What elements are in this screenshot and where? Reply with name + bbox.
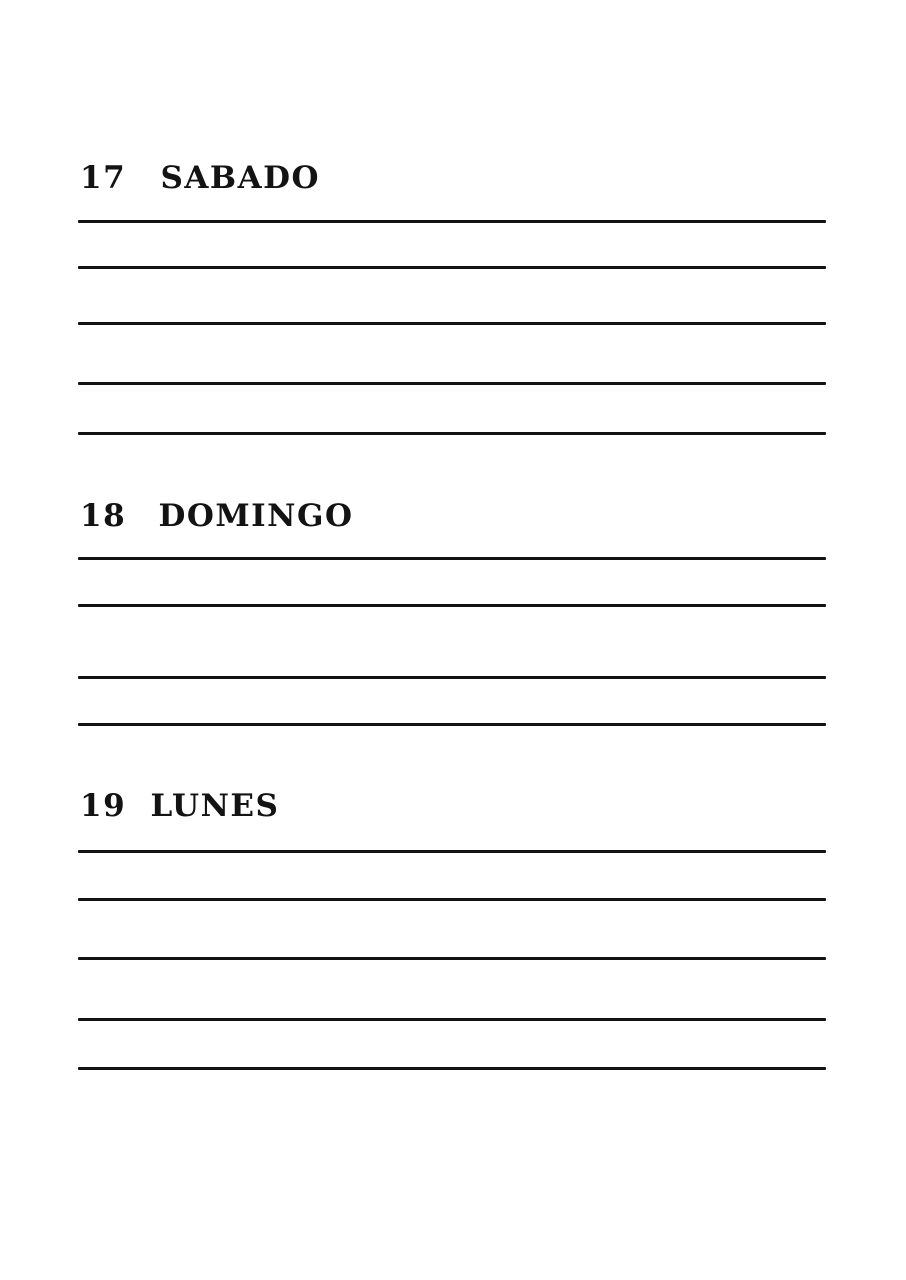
ruled-line [78, 557, 826, 560]
ruled-line [78, 604, 826, 607]
ruled-line [78, 957, 826, 960]
ruled-line [78, 676, 826, 679]
ruled-line [78, 432, 826, 435]
ruled-line [78, 1067, 826, 1070]
ruled-line [78, 850, 826, 853]
day-heading [80, 498, 354, 534]
ruled-line [78, 382, 826, 385]
day-name-label: DOMINGO [158, 498, 354, 534]
day-name-label: SABADO [160, 160, 321, 196]
day-heading [80, 788, 280, 824]
day-heading [80, 160, 321, 196]
ruled-line [78, 898, 826, 901]
ruled-line [78, 220, 826, 223]
ruled-line [78, 1018, 826, 1021]
day-number-label: 19 [80, 788, 127, 824]
ruled-line [78, 322, 826, 325]
ruled-line [78, 723, 826, 726]
day-name-label: LUNES [150, 788, 280, 824]
day-number-label: 18 [80, 498, 127, 534]
ruled-line [78, 266, 826, 269]
day-number-label: 17 [80, 160, 127, 196]
